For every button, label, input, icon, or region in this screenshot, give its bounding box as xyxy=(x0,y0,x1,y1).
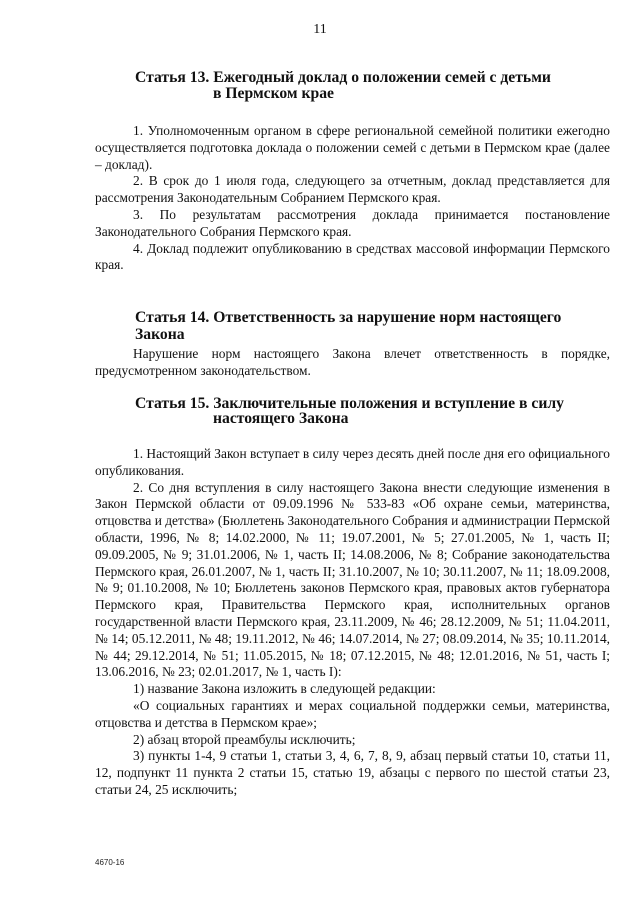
article-13-title-line1: Статья 13. Ежегодный доклад о положении семей с детьми xyxy=(135,69,551,86)
article-15-list-item: 2) абзац второй преамбулы исключить; xyxy=(133,731,356,747)
article-15-title-line2: настоящего Закона xyxy=(213,410,349,427)
article-13-body xyxy=(95,123,610,274)
article-13-paragraph: 1. Уполномоченным органом в сфере региональной семейной политики ежегодно осуществляется подготовка доклада о положении семей с детьми в Пермском крае (далее – доклад). xyxy=(95,123,610,172)
article-13-paragraph: 4. Доклад подлежит опубликованию в средствах массовой информации Пермского края. xyxy=(95,240,610,273)
article-15-list-item: 1) название Закона изложить в следующей редакции: xyxy=(133,681,436,697)
article-15-paragraph: 2. Со дня вступления в силу настоящего Закона внести следующие изменения в Закон Пермской области от 09.09.1996 № 533-83 «Об охране семьи, материнства, отцовства и детства» (Бюллетень Законодательного Собрания и администрации Пермской области, 1996, № 8; 14.02.2000, № 11; 19.07.2001, № 5; 27.01.2005, № 1, часть II; 09.09.2005, № 9; 31.01.2006, № 1, часть II; 14.08.2006, № 8; Собрание законодательства Пермского края, 26.01.2007, № 1, часть II; 31.10.2007, № 10; 30.11.2007, № 11; 18.09.2008, № 9; 01.10.2008, № 10; Бюллетень законов Пермского края, правовых актов губернатора Пермского края, Правительства Пермского края, исполнительных органов государственной власти Пермского края, 23.11.2009, № 46; 28.12.2009, № 51; 11.04.2011, № 14; 05.12.2011, № 48; 19.11.2012, № 46; 14.07.2014, № 27; 08.09.2014, № 35; 10.11.2014, № 44; 29.12.2014, № 51; 11.05.2015, № 18; 07.12.2015, № 48; 12.01.2016, № 51, часть I; 13.06.2016, № 23; 02.01.2017, № 1, часть I): xyxy=(95,479,610,680)
article-15-title-line1: Статья 15. Заключительные положения и вступление в силу xyxy=(135,395,565,412)
article-15-quote: «О социальных гарантиях и мерах социальной поддержки семьи, материнства, отцовства и детства в Пермском крае»; xyxy=(95,697,610,730)
article-13-paragraph: 3. По результатам рассмотрения доклада принимается постановление Законодательного Собрания Пермского края. xyxy=(95,206,610,239)
article-13-title-line2: в Пермском крае xyxy=(213,85,335,102)
article-15-list-item: 3) пункты 1-4, 9 статьи 1, статьи 3, 4, 6, 7, 8, 9, абзац первый статьи 10, статьи 11, 12, подпункт 11 пункта 2 статьи 15, статью 19, абзацы с первого по шестой статьи 23, статьи 24, 25 исключить; xyxy=(95,748,610,797)
page-number: 11 xyxy=(313,22,327,37)
article-13-paragraph: 2. В срок до 1 июля года, следующего за отчетным, доклад представляется для рассмотрения Законодательным Собранием Пермского края. xyxy=(95,173,610,206)
article-14-title: Статья 14. Ответственность за нарушение норм настоящего Закона xyxy=(135,309,562,343)
footer-document-code: 4670-16 xyxy=(95,858,125,867)
article-14-body xyxy=(95,346,610,380)
article-14-paragraph: Нарушение норм настоящего Закона влечет ответственность в порядке, предусмотренном законодательством. xyxy=(95,346,610,378)
article-15-title xyxy=(135,396,605,426)
article-15-paragraph: 1. Настоящий Закон вступает в силу через десять дней после дня его официального опубликования. xyxy=(95,446,610,478)
article-15-body xyxy=(95,446,610,799)
article-13-title xyxy=(135,70,555,102)
